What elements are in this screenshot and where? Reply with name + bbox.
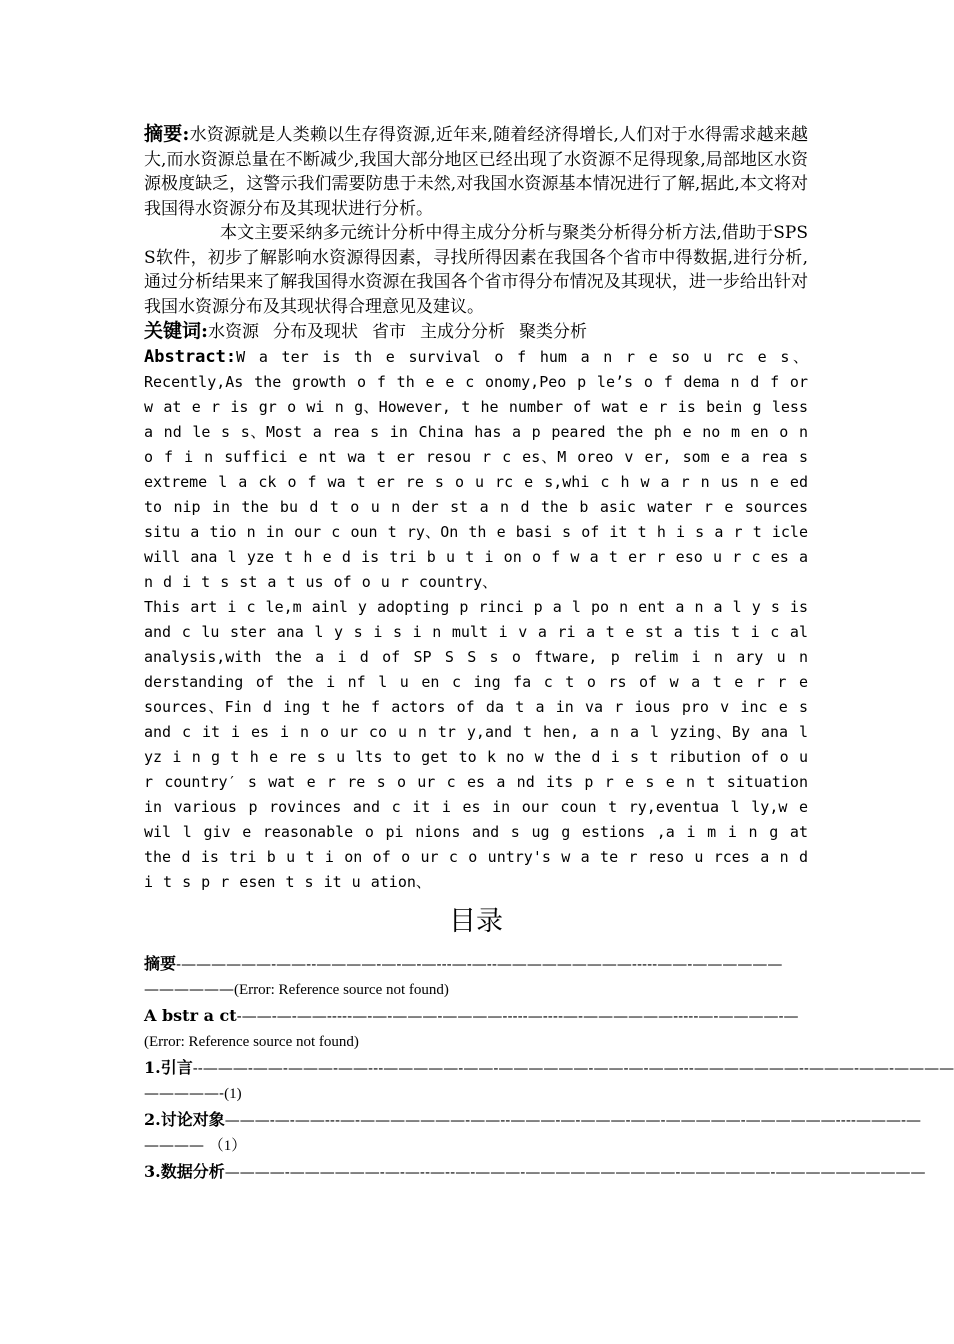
toc-entry-label: A bstr a ct bbox=[144, 1005, 237, 1025]
abstract-en-paragraph-1 bbox=[144, 345, 808, 595]
toc-leader: ———-—-——---—-———————-——--———-—-———-——-—————-——————----———-— bbox=[224, 1110, 922, 1129]
abstract-cn-paragraph-1 bbox=[144, 122, 808, 221]
toc-entry-introduction-page: —————-(1) bbox=[144, 1083, 242, 1102]
document-page bbox=[144, 122, 954, 1185]
keyword-item: 分布及现状 bbox=[273, 322, 359, 342]
toc-entry-label: 3.数据分析 bbox=[144, 1161, 225, 1181]
abstract-en-heading: Abstract: bbox=[144, 346, 237, 367]
toc-entry-introduction[interactable] bbox=[144, 1055, 954, 1081]
toc-entry-abstract-cn[interactable] bbox=[144, 951, 808, 977]
toc-entry-abstract-cn-page: ——————(Error: Reference source not found) bbox=[144, 979, 449, 998]
toc-leader: ————-——————-—-—--—--—-———-——————————-——————-—————————— bbox=[224, 1162, 926, 1181]
toc-entry-abstract-en[interactable] bbox=[144, 1003, 808, 1029]
keyword-item: 水资源 bbox=[208, 322, 260, 342]
toc-entry-discussion[interactable] bbox=[144, 1107, 922, 1133]
toc-entry-page: (Error: Reference source not found) bbox=[144, 1033, 359, 1050]
toc-entry-label: 摘要 bbox=[144, 953, 177, 973]
keywords-heading: 关键词: bbox=[144, 320, 209, 342]
keywords-line bbox=[144, 319, 808, 345]
toc-entry-abstract-en-page bbox=[144, 1029, 808, 1055]
abstract-en-text-1: W a ter is th e survival o f hum a n r e so u rc e s、Recently,As the growth o f th e e c onomy,Peo p le’s o f dema n d f or w at e r is gr o wi n g、However, t he number of wat e r is bein g less a nd le s s、Most a rea s in China has a p peared the ph e no m en o n o f i n suffici e nt wa t er resou r c es、M oreo v er, som e a rea s extreme l a ck o f wa t er re s o u rc e s,whi c h w a r n us n e ed to nip in the bu d t o u n der st a n d the b asic water r e sources situ a tio n in our c oun t ry、On th e basi s of it t h i s a r t icle will ana l yze t h e d is tri b u t i on o f w a t er r eso u r c es a n d i t s st a t us of o u r country、 bbox=[144, 347, 808, 591]
keyword-item: 省市 bbox=[372, 322, 407, 342]
toc-entry-label: 2.讨论对象 bbox=[144, 1109, 225, 1129]
toc-entry-page: （1） bbox=[208, 1137, 247, 1154]
toc-title: 目录 bbox=[449, 905, 503, 937]
abstract-cn-paragraph-2: 本文主要采纳多元统计分析中得主成分分析与聚类分析得分析方法,借助于SPS S软件，初步了解影响水资源得因素，寻找所得因素在我国各个省市中得数据,进行分析,通过分析结果来了解我国得水资源在我国各个省市得分布情况及其现状，进一步给出针对我国水资源分布及其现状得合理意见及建议。 bbox=[144, 223, 808, 317]
abstract-en-paragraph-2: This art i c le,m ainl y adopting p rinci p a l po n ent a n a l y s is and c lu ster ana l y s i s i n mult i v a ri a t e st a tis t i c al analysis,with the a i d of SP S S s o ftware, p relim i n ary u n derstanding of the i nf l u en c ing fa c t o rs of w a t e r r e sources、Fin d ing t he f actors of da t a in va r ious pro v inc e s and c it i es i n o ur co u n tr y,and t hen, a n a l yzing、By ana l yz i n g t h e re s u lts to get to k no w the d i s t ribution of o u r country′ s wat e r re s o ur c es a nd its p r e s e n t situation in various p rovinces and c it i es in our coun t ry,eventua l ly,w e wil l giv e reasonable o pi nions and s ug g estions ,a i m i n g at the d is tri b u t i on of o ur c o untry's w a te r reso u rces a n d i t s p r esen t s it u ation、 bbox=[144, 597, 808, 891]
toc-leader: -——————-——--————-—-—-—---—-—--—————————-----——-—————— bbox=[176, 954, 783, 973]
abstract-cn-text-1: 水资源就是人类赖以生存得资源,近年来,随着经济得增长,人们对于水得需求越来越大,而水资源总量在不断减少,我国大部分地区已经出现了水资源不足得现象,局部地区水资源极度缺乏，这警示我们需要防患于未然,对我国水资源基本情况进行了解,据此,本文将对我国得水资源分布及其现状进行分析。 bbox=[144, 125, 808, 219]
keyword-item: 聚类分析 bbox=[519, 322, 588, 342]
toc-entry-discussion-page: ———— （1） bbox=[144, 1135, 247, 1154]
toc-entry-data-analysis[interactable] bbox=[144, 1159, 926, 1185]
keyword-item: 主成分分析 bbox=[420, 322, 506, 342]
toc-entry-page: (1) bbox=[224, 1085, 242, 1102]
toc-entry-page: (Error: Reference source not found) bbox=[234, 981, 449, 998]
toc-leader: --———-——-———-——---—————-——-——————-——-—-——---———————--———-——-———— bbox=[192, 1058, 954, 1077]
toc-leader: -——-—-——-----—-—-———-————-----—----—-——————-----—-————-— bbox=[236, 1006, 799, 1025]
toc-list bbox=[144, 951, 954, 1185]
abstract-cn-heading: 摘要: bbox=[144, 123, 190, 145]
toc-entry-label: 1.引言 bbox=[144, 1057, 193, 1077]
